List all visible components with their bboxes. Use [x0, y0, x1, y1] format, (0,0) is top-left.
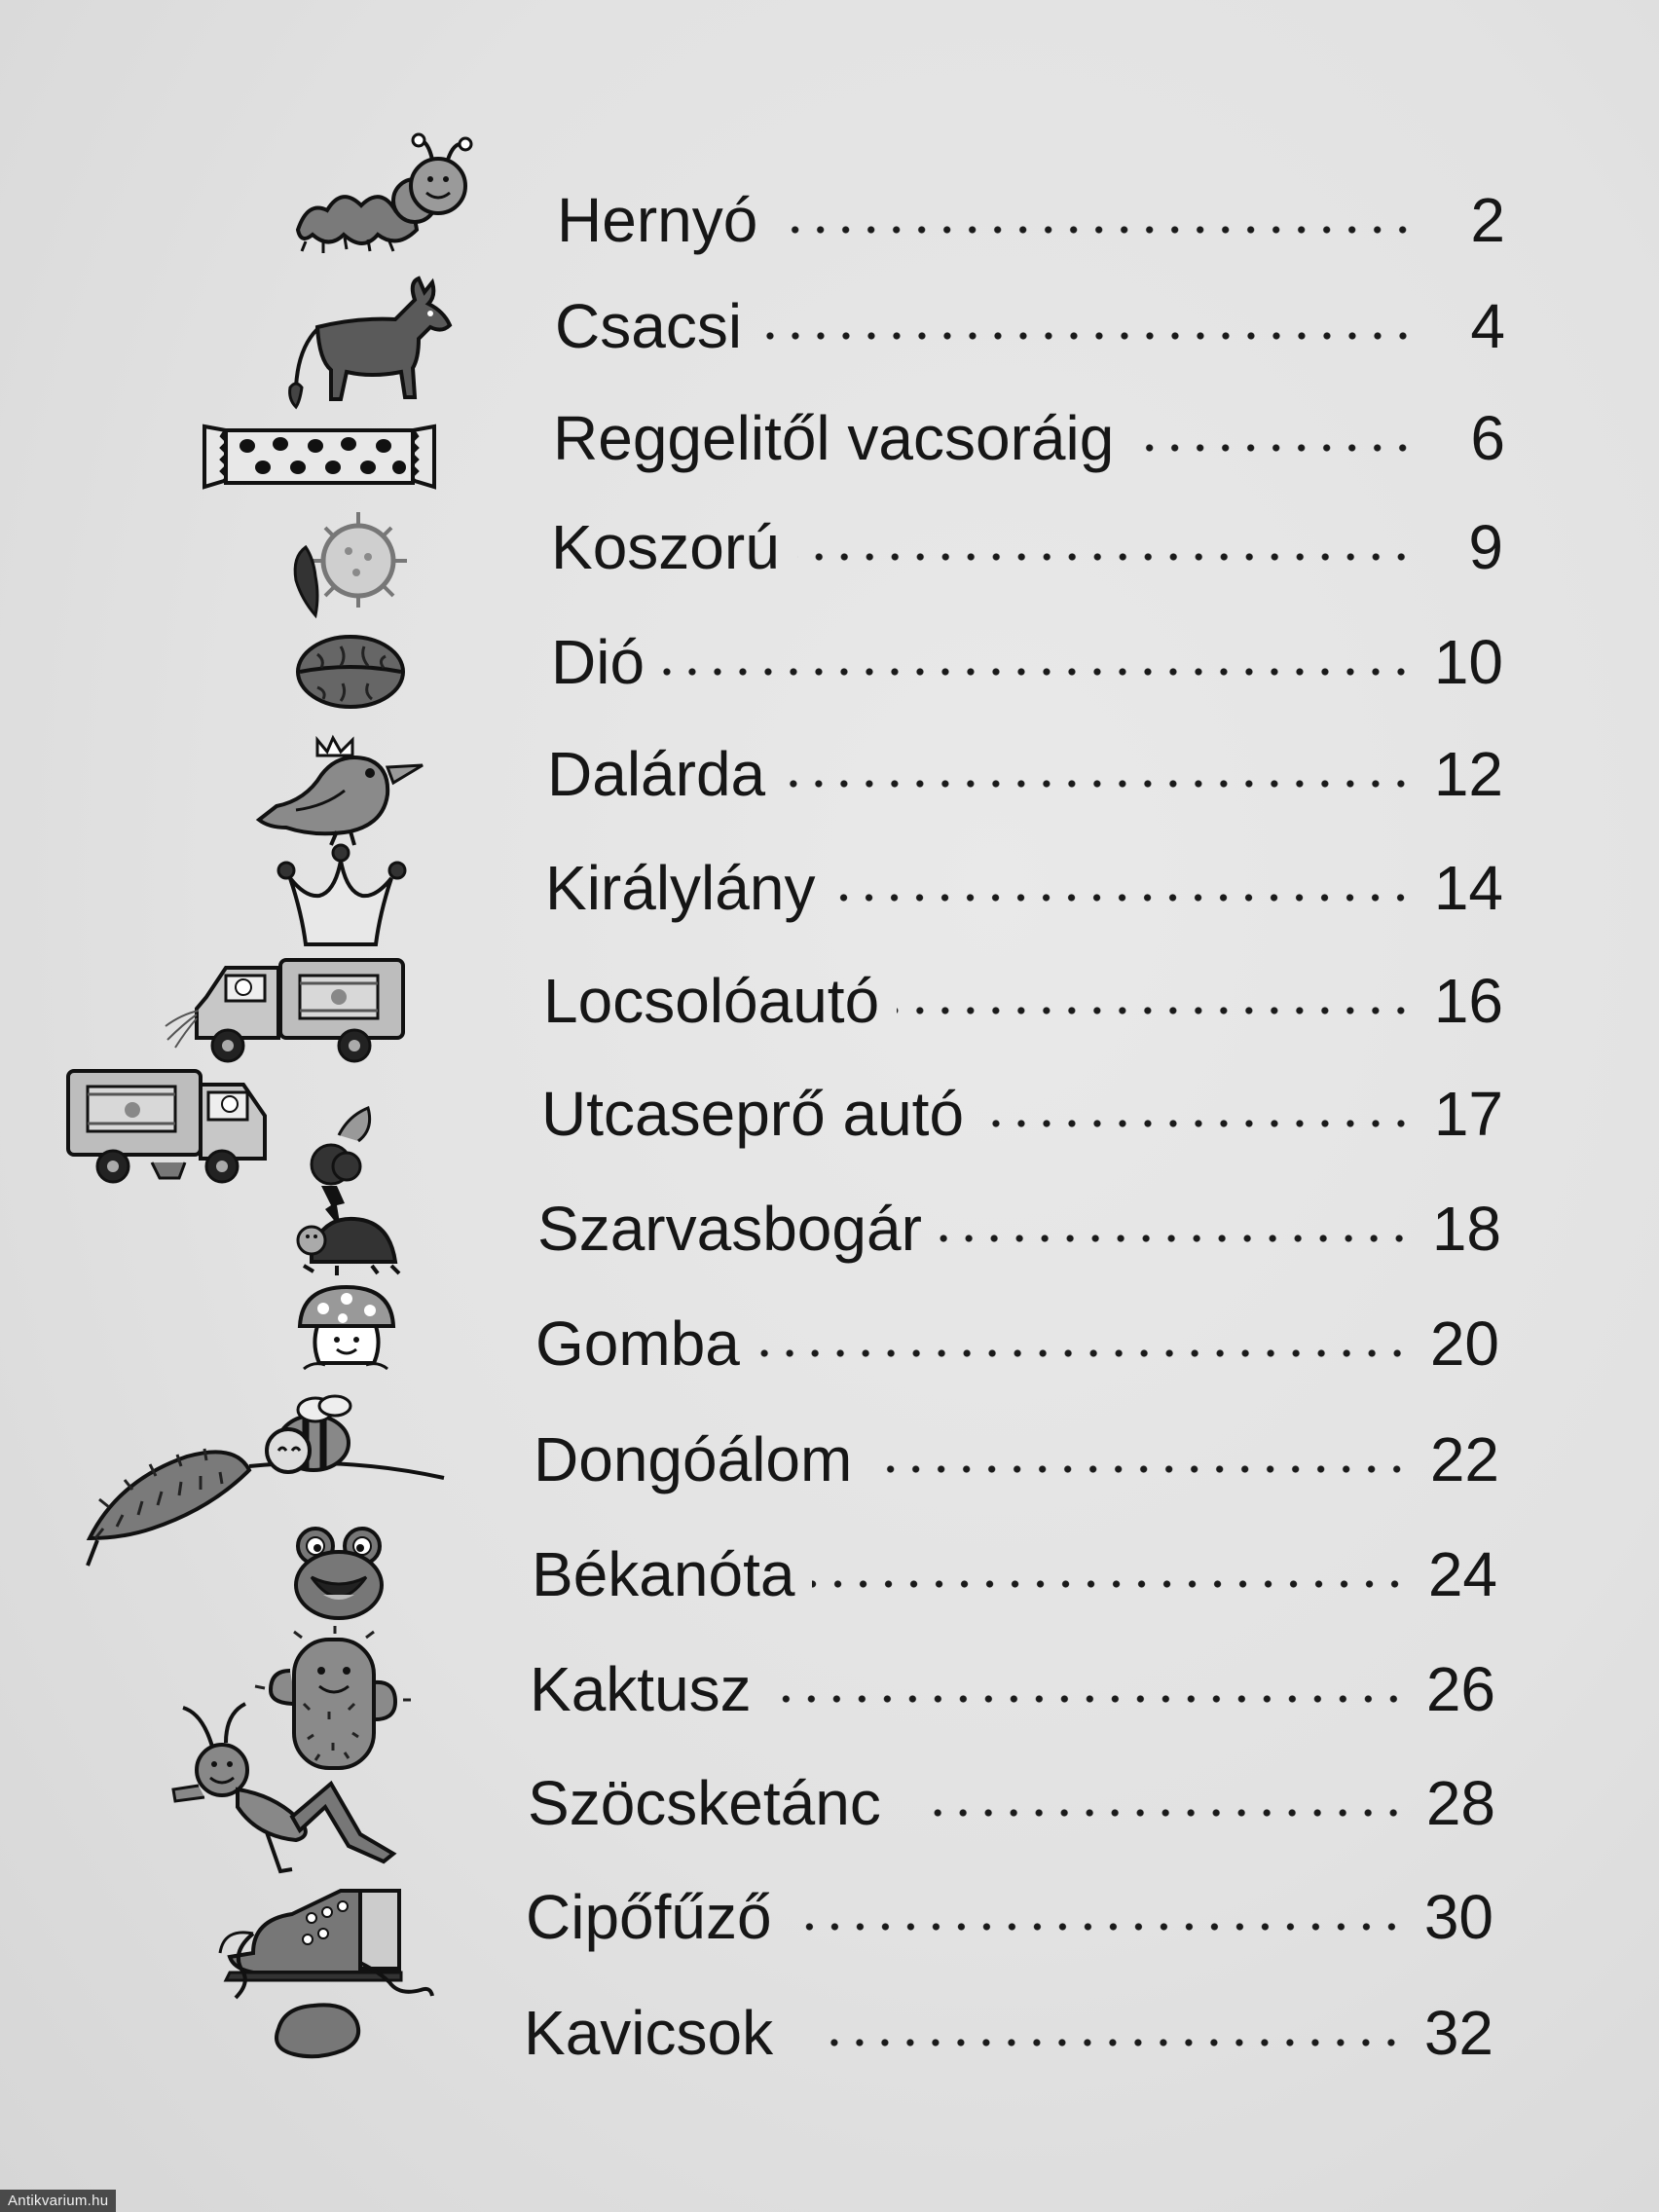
toc-page-number: 10 — [1433, 627, 1503, 697]
dot-leader — [930, 1805, 1406, 1821]
wreath-icon — [280, 506, 407, 619]
shoe-icon — [214, 1885, 434, 2008]
toc-title: Dongóálom — [534, 1424, 853, 1494]
toc-title: Reggelitől vacsoráig — [553, 403, 1115, 473]
toc-page-number: 28 — [1425, 1768, 1495, 1838]
pebble-icon — [273, 2002, 362, 2060]
caterpillar-icon — [288, 132, 469, 265]
dot-leader — [832, 890, 1414, 905]
toc-title: Szarvasbogár — [537, 1194, 922, 1264]
toc-title: Cipőfűző — [526, 1882, 772, 1952]
candy-bar-icon — [201, 421, 438, 493]
toc-title: Kavicsok — [524, 1998, 774, 2068]
toc-page-number: 20 — [1429, 1309, 1499, 1379]
toc-page-number: 16 — [1433, 966, 1503, 1036]
bird-icon — [257, 728, 428, 847]
toc-title: Csacsi — [555, 291, 743, 361]
toc-entry-bekanota — [532, 1539, 1497, 1609]
dot-leader — [897, 1003, 1414, 1018]
dot-leader — [790, 1919, 1404, 1935]
toc-entry-reggelitol-vacsoraig — [553, 403, 1505, 473]
toc-title: Kaktusz — [530, 1654, 752, 1724]
toc-page-number: 24 — [1427, 1539, 1497, 1609]
toc-title: Dió — [551, 627, 645, 697]
dot-leader — [775, 222, 1416, 238]
street-sweeper-truck-icon — [62, 1065, 275, 1186]
toc-title: Gomba — [535, 1309, 740, 1379]
toc-entry-dongoalom — [534, 1424, 1499, 1494]
crown-icon — [276, 843, 407, 950]
dot-leader — [869, 1461, 1410, 1477]
toc-page-number: 17 — [1433, 1079, 1503, 1149]
toc-page-number: 18 — [1431, 1194, 1501, 1264]
watermark-label: Antikvarium.hu — [0, 2190, 116, 2212]
toc-entry-cipofuzo — [526, 1882, 1493, 1952]
toc-entry-kavicsok — [524, 1998, 1493, 2068]
frog-icon — [290, 1525, 387, 1622]
toc-page-number: 12 — [1433, 739, 1503, 809]
dot-leader — [1131, 440, 1416, 456]
toc-title: Koszorú — [551, 512, 780, 582]
dot-leader — [783, 776, 1414, 792]
dot-leader — [769, 1691, 1406, 1707]
toc-entry-utcasepro-auto — [541, 1079, 1503, 1149]
toc-entry-dio — [551, 627, 1503, 697]
toc-page-number: 2 — [1470, 185, 1505, 255]
toc-page-number: 30 — [1423, 1882, 1493, 1952]
bumblebee-icon — [84, 1392, 450, 1573]
toc-entry-dalarda — [547, 739, 1503, 809]
grasshopper-icon — [169, 1700, 397, 1877]
toc-entry-locsoloauto — [543, 966, 1503, 1036]
toc-entry-csacsi — [555, 291, 1505, 361]
toc-entry-gomba — [535, 1309, 1499, 1379]
donkey-icon — [278, 269, 454, 415]
dot-leader — [940, 1231, 1412, 1246]
toc-entry-szarvasbogar — [537, 1194, 1501, 1264]
toc-page-number: 32 — [1423, 1998, 1493, 2068]
toc-page-number: 9 — [1468, 512, 1503, 582]
toc-title: Hernyó — [557, 185, 758, 255]
toc-title: Békanóta — [532, 1539, 795, 1609]
sprinkler-truck-icon — [164, 956, 407, 1065]
mushroom-icon — [294, 1283, 397, 1379]
dot-leader — [797, 549, 1414, 565]
toc-page-number: 14 — [1433, 853, 1503, 923]
toc-title: Dalárda — [547, 739, 766, 809]
dot-leader — [812, 1576, 1408, 1592]
stag-beetle-icon — [282, 1106, 409, 1277]
toc-page-number: 26 — [1425, 1654, 1495, 1724]
toc-entry-koszoru — [551, 512, 1503, 582]
toc-title: Királylány — [545, 853, 816, 923]
dot-leader — [757, 1346, 1410, 1361]
dot-leader — [759, 328, 1416, 344]
toc-title: Utcaseprő autó — [541, 1079, 965, 1149]
toc-page-number: 22 — [1429, 1424, 1499, 1494]
toc-page-number: 4 — [1470, 291, 1505, 361]
toc-entry-kiralylany — [545, 853, 1503, 923]
dot-leader — [816, 2035, 1404, 2050]
dot-leader — [981, 1116, 1414, 1131]
toc-title: Locsolóautó — [543, 966, 880, 1036]
walnut-icon — [294, 633, 407, 711]
toc-entry-kaktusz — [530, 1654, 1495, 1724]
toc-entry-szocsketanc — [528, 1768, 1495, 1838]
dot-leader — [662, 664, 1414, 680]
toc-page-number: 6 — [1470, 403, 1505, 473]
toc-entry-hernyo — [557, 185, 1505, 255]
toc-title: Szöcsketánc — [528, 1768, 881, 1838]
